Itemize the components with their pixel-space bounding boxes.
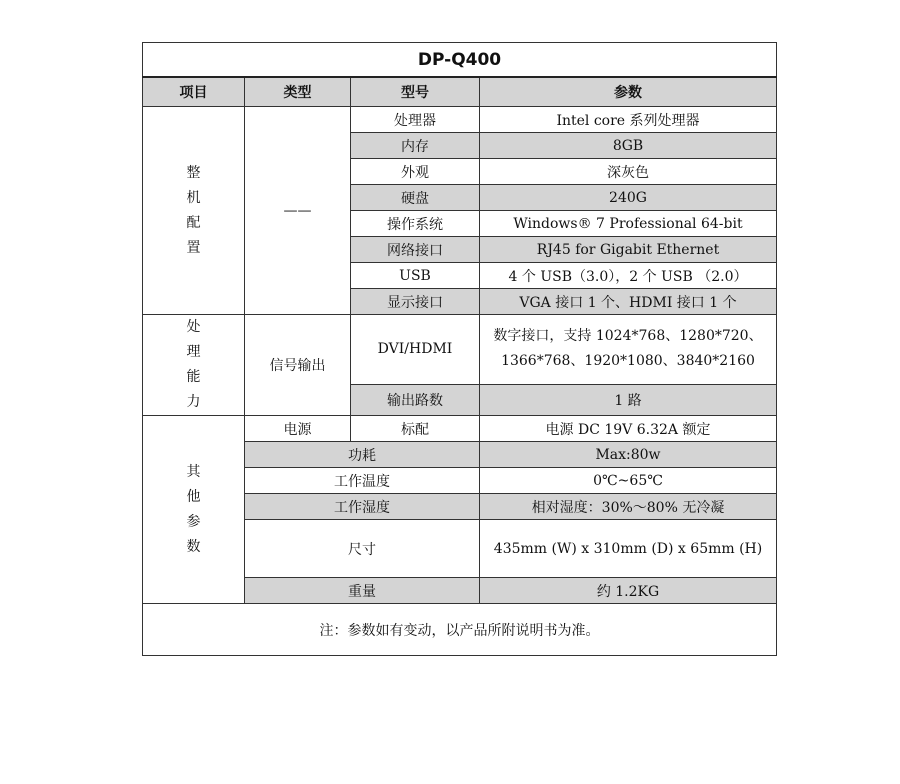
param-cell: 435mm (W) x 310mm (D) x 65mm (H) [480,520,777,578]
label-cell: 功耗 [245,442,480,468]
table-title: DP-Q400 [143,43,777,78]
param-cell: Intel core 系列处理器 [480,107,777,133]
category-char: 置 [186,239,201,256]
model-cell: 操作系统 [351,211,480,237]
param-cell: 电源 DC 19V 6.32A 额定 [480,416,777,442]
param-cell: 4 个 USB（3.0），2 个 USB （2.0） [480,263,777,289]
model-cell: DVI/HDMI [351,315,480,385]
param-cell: Windows® 7 Professional 64-bit [480,211,777,237]
table-row [143,107,777,133]
category-char: 他 [186,488,201,505]
label-cell: 尺寸 [245,520,480,578]
label-cell: 工作湿度 [245,494,480,520]
param-cell: 约 1.2KG [480,578,777,604]
table-row [143,315,777,385]
category-char: 能 [186,369,201,385]
header-param: 参数 [480,77,777,107]
model-cell: 内存 [351,133,480,159]
header-item: 项目 [143,77,245,107]
header-row [143,77,777,107]
category-cell [143,107,245,315]
label-cell: 工作温度 [245,468,480,494]
type-cell: —— [245,107,351,315]
model-cell: 网络接口 [351,237,480,263]
param-cell [480,315,777,385]
model-cell: USB [351,263,480,289]
model-cell: 硬盘 [351,185,480,211]
header-type: 类型 [245,77,351,107]
table-row [143,416,777,442]
type-cell: 信号输出 [245,315,351,416]
param-cell: VGA 接口 1 个、HDMI 接口 1 个 [480,289,777,315]
model-cell: 外观 [351,159,480,185]
type-cell: 电源 [245,416,351,442]
model-cell: 处理器 [351,107,480,133]
category-char: 处 [186,319,201,335]
category-char: 其 [186,463,201,480]
param-cell: 深灰色 [480,159,777,185]
note-row [143,604,777,656]
param-cell: 相对湿度：30%～80% 无冷凝 [480,494,777,520]
param-line: 1366*768、1920*1080、3840*2160 [501,353,755,370]
param-cell: 8GB [480,133,777,159]
category-char: 机 [186,189,201,206]
category-char: 配 [186,214,201,231]
model-cell: 输出路数 [351,384,480,415]
category-cell [143,315,245,416]
model-cell: 显示接口 [351,289,480,315]
category-char: 参 [186,513,201,530]
category-char: 整 [186,164,201,181]
header-model: 型号 [351,77,480,107]
param-cell: 1 路 [480,384,777,415]
spec-table [142,42,777,656]
category-char: 数 [186,538,201,555]
category-char: 力 [186,394,201,410]
param-line: 数字接口，支持 1024*768、1280*720、 [493,328,763,345]
param-cell: RJ45 for Gigabit Ethernet [480,237,777,263]
param-cell: Max:80w [480,442,777,468]
param-cell: 0℃~65℃ [480,468,777,494]
label-cell: 重量 [245,578,480,604]
footnote: 注：参数如有变动，以产品所附说明书为准。 [143,604,777,656]
model-cell: 标配 [351,416,480,442]
category-cell [143,416,245,604]
param-cell: 240G [480,185,777,211]
category-char: 理 [186,344,201,360]
